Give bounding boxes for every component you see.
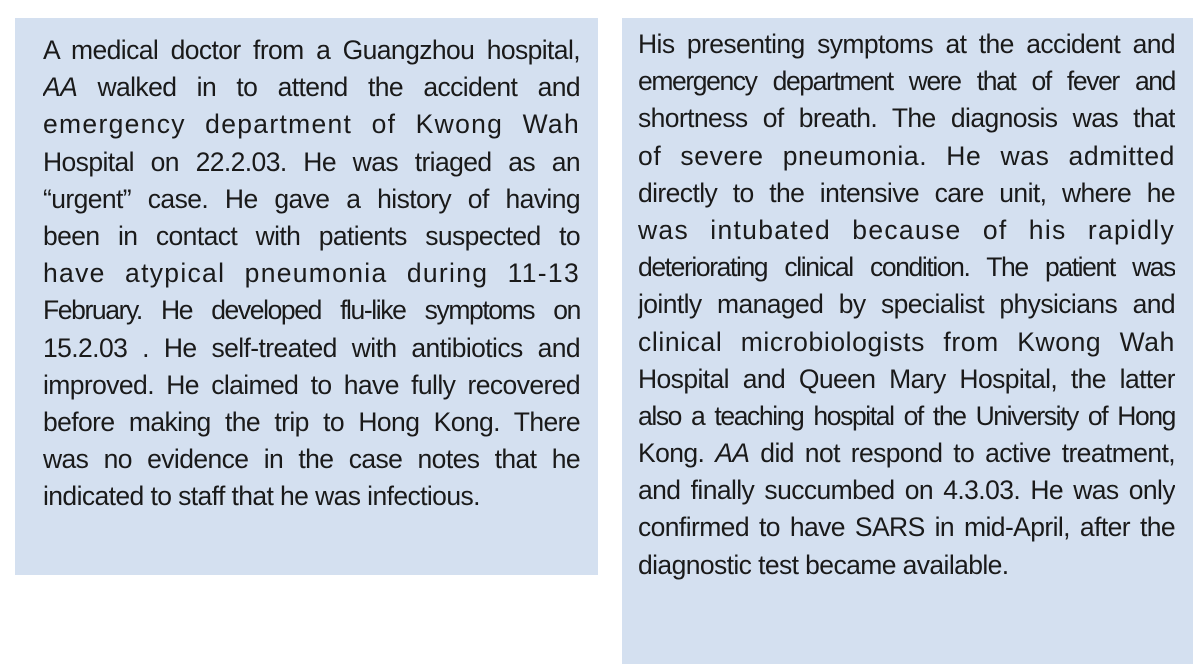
- left-line-5: “urgent” case. He gave a history of having: [43, 183, 580, 214]
- right-line-13: and finally succumbed on 4.3.03. He was only: [638, 475, 1175, 506]
- left-line-2: AA walked in to attend the accident and: [43, 72, 580, 103]
- left-line-7: have atypical pneumonia during 11-13: [43, 258, 580, 289]
- right-line-2: emergency department were that of fever and: [638, 66, 1175, 97]
- left-line-12: was no evidence in the case notes that he: [43, 444, 580, 475]
- patient-code: AA: [715, 438, 750, 469]
- right-text-panel: [622, 18, 1193, 664]
- right-line-10: Hospital and Queen Mary Hospital, the latter: [638, 363, 1175, 394]
- left-line-9: 15.2.03 . He self-treated with antibiotics and: [43, 332, 580, 363]
- left-text-panel: [15, 18, 598, 575]
- left-line-11: before making the trip to Hong Kong. There: [43, 406, 580, 437]
- right-line-12: Kong. AA did not respond to active treatment,: [638, 438, 1175, 469]
- left-line-4: Hospital on 22.2.03. He was triaged as an: [43, 146, 580, 177]
- left-line-3: emergency department of Kwong Wah: [43, 109, 580, 140]
- right-line-4: of severe pneumonia. He was admitted: [638, 140, 1175, 171]
- left-line-8: February. He developed flu-like symptoms on: [43, 295, 580, 326]
- right-line-6: was intubated because of his rapidly: [638, 214, 1175, 245]
- patient-code: AA: [43, 72, 78, 103]
- left-line-1: A medical doctor from a Guangzhou hospital,: [43, 35, 580, 65]
- right-line-7: deteriorating clinical condition. The patient was: [638, 252, 1175, 283]
- right-line-15: diagnostic test became available.: [638, 549, 1009, 580]
- right-line-8: jointly managed by specialist physicians and: [638, 289, 1175, 320]
- right-line-9: clinical microbiologists from Kwong Wah: [638, 326, 1175, 357]
- right-line-14: confirmed to have SARS in mid-April, after the: [638, 512, 1175, 543]
- right-line-5: directly to the intensive care unit, where he: [638, 177, 1175, 208]
- right-line-11: also a teaching hospital of the University of Hong: [638, 400, 1175, 431]
- left-line-10: improved. He claimed to have fully recovered: [43, 369, 580, 400]
- left-line-6: been in contact with patients suspected to: [43, 220, 580, 251]
- left-line-13: indicated to staff that he was infectious.: [43, 481, 480, 512]
- right-line-1: His presenting symptoms at the accident and: [638, 29, 1175, 59]
- right-line-3: shortness of breath. The diagnosis was that: [638, 103, 1175, 134]
